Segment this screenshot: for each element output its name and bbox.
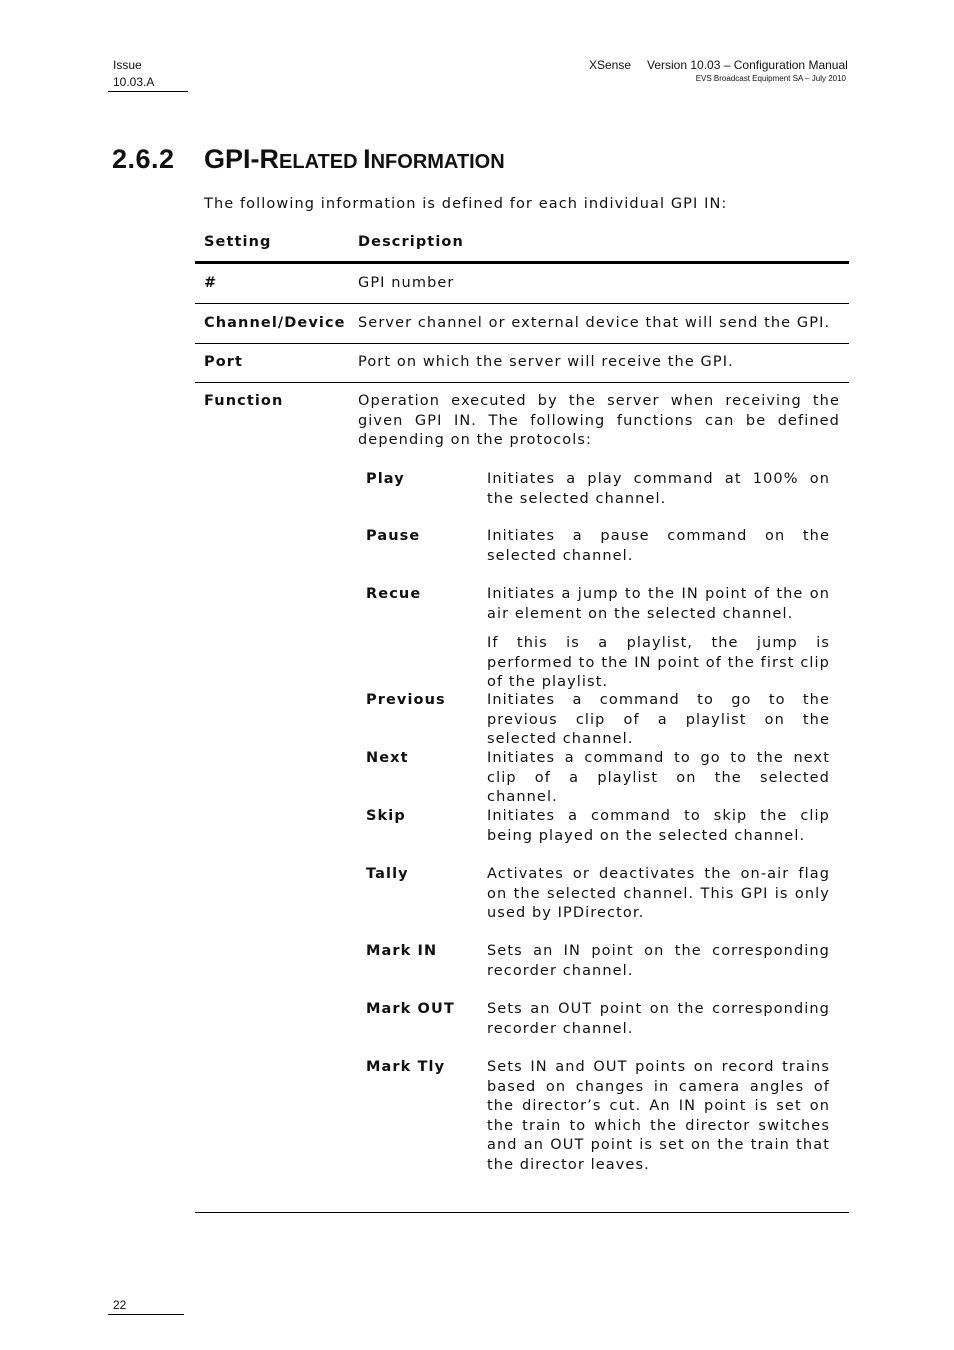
row-description-channel-device: Server channel or external device that will send the GPI. (358, 315, 831, 331)
function-name-mark-tly: Mark Tly (366, 1059, 446, 1075)
row-setting-channel-device: Channel/Device (204, 315, 346, 331)
section-title: GPI-RELATED INFORMATION (204, 144, 505, 174)
function-name-mark-out: Mark OUT (366, 1001, 455, 1017)
function-desc-tally: Activates or deactivates the on-air flag on the selected channel. This GPI is only used by IPDirector. (487, 866, 830, 921)
row-description-number: GPI number (358, 275, 455, 291)
manual-title: Version 10.03 – Configuration Manual (647, 58, 848, 72)
footer-rule (108, 1314, 184, 1315)
issue-value: 10.03.A (113, 75, 155, 89)
product-name: XSense (589, 58, 632, 72)
row-description-port: Port on which the server will receive the GPI. (358, 354, 734, 370)
function-desc-mark-in: Sets an IN point on the corresponding recorder channel. (487, 943, 830, 979)
page-number: 22 (113, 1298, 127, 1312)
function-desc-recue-note: If this is a playlist, the jump is performed to the IN point of the first clip of the playlist. (487, 635, 830, 690)
column-header-description: Description (358, 234, 464, 250)
row-setting-number: # (204, 275, 218, 291)
function-name-tally: Tally (366, 866, 409, 882)
header-rule (108, 91, 188, 92)
function-desc-mark-tly: Sets IN and OUT points on record trains based on changes in camera angles of the director’s cut. An IN point is set on the train to which the director switches and an OUT point is set on the train that the director leaves. (487, 1059, 830, 1173)
function-desc-pause: Initiates a pause command on the selected channel. (487, 528, 830, 564)
function-desc-play: Initiates a play command at 100% on the selected channel. (487, 471, 830, 507)
intro-text: The following information is defined for each individual GPI IN: (204, 196, 728, 212)
function-name-skip: Skip (366, 808, 406, 824)
table-header-rule (195, 261, 849, 264)
function-desc-next: Initiates a command to go to the next clip of a playlist on the selected channel. (487, 750, 830, 805)
row-setting-function: Function (204, 393, 284, 409)
section-number: 2.6.2 (112, 144, 175, 174)
company-date: EVS Broadcast Equipment SA – July 2010 (695, 74, 846, 83)
column-header-setting: Setting (204, 234, 272, 250)
function-name-previous: Previous (366, 692, 446, 708)
function-desc-recue: Initiates a jump to the IN point of the on air element on the selected channel. (487, 586, 830, 622)
function-name-pause: Pause (366, 528, 421, 544)
row-divider (195, 303, 849, 304)
function-name-next: Next (366, 750, 409, 766)
function-desc-previous: Initiates a command to go to the previous clip of a playlist on the selected channel. (487, 692, 830, 747)
row-divider (195, 343, 849, 344)
function-desc-mark-out: Sets an OUT point on the corresponding recorder channel. (487, 1001, 830, 1037)
function-name-play: Play (366, 471, 405, 487)
function-name-mark-in: Mark IN (366, 943, 438, 959)
row-divider (195, 382, 849, 383)
function-desc-skip: Initiates a command to skip the clip being played on the selected channel. (487, 808, 830, 844)
row-setting-port: Port (204, 354, 244, 370)
function-name-recue: Recue (366, 586, 422, 602)
table-bottom-rule (195, 1212, 849, 1213)
row-description-function: Operation executed by the server when receiving the given GPI IN. The following functions can be defined depending on the protocols: (358, 393, 840, 448)
issue-label: Issue (113, 58, 142, 72)
